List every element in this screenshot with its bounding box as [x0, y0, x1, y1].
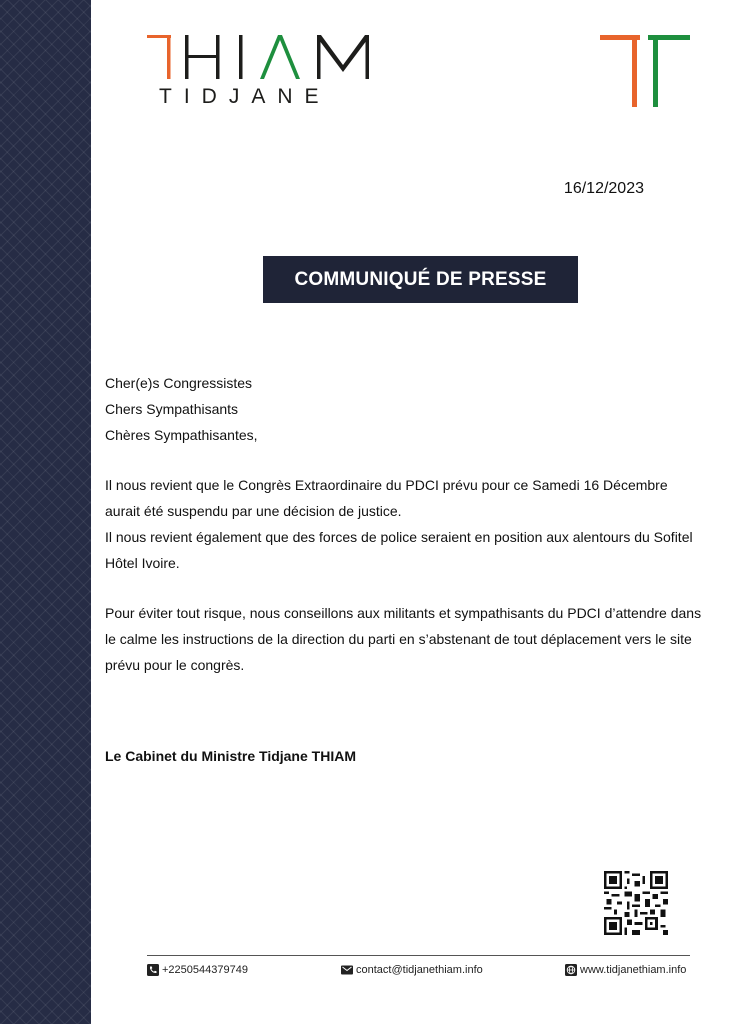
tt-monogram-logo — [600, 35, 690, 107]
paragraph: Il nous revient que le Congrès Extraordinaire du PDCI prévu pour ce Samedi 16 Décembre aurait été suspendu par une décision de justice. — [105, 477, 668, 519]
email-address: contact@tidjanethiam.info — [356, 964, 483, 976]
salutation-line: Chers Sympathisants — [105, 401, 239, 417]
decorative-side-band — [0, 0, 91, 1024]
footer — [147, 964, 690, 980]
salutation-line: Cher(e)s Congressistes — [105, 375, 253, 391]
footer-divider — [147, 955, 690, 956]
document-date: 16/12/2023 — [563, 180, 644, 197]
thiam-logo — [147, 35, 373, 109]
footer-phone[interactable] — [147, 964, 248, 976]
logo-subtitle: TIDJANE — [159, 85, 331, 108]
globe-icon — [565, 964, 577, 976]
footer-email[interactable] — [341, 964, 483, 976]
website-url: www.tidjanethiam.info — [580, 964, 687, 976]
salutation-line: Chères Sympathisantes, — [105, 427, 258, 443]
press-release-title: COMMUNIQUÉ DE PRESSE — [263, 256, 578, 303]
paragraph: Il nous revient également que des forces de police seraient en position aux alentours du Sofitel Hôtel Ivoire. — [105, 529, 693, 571]
qr-code[interactable] — [604, 871, 668, 935]
letter-body — [105, 370, 705, 678]
phone-icon — [147, 964, 159, 976]
footer-website[interactable] — [565, 964, 686, 976]
phone-number: +2250544379749 — [162, 964, 248, 976]
thiam-wordmark-graphic — [147, 35, 373, 83]
signature: Le Cabinet du Ministre Tidjane THIAM — [105, 748, 356, 764]
paragraph: Pour éviter tout risque, nous conseillons aux militants et sympathisants du PDCI d’attendre dans le calme les instructions de la direction du parti en s’abstenant de tout déplacement vers le site prévu pour le congrès. — [105, 605, 702, 673]
email-icon — [341, 964, 353, 976]
